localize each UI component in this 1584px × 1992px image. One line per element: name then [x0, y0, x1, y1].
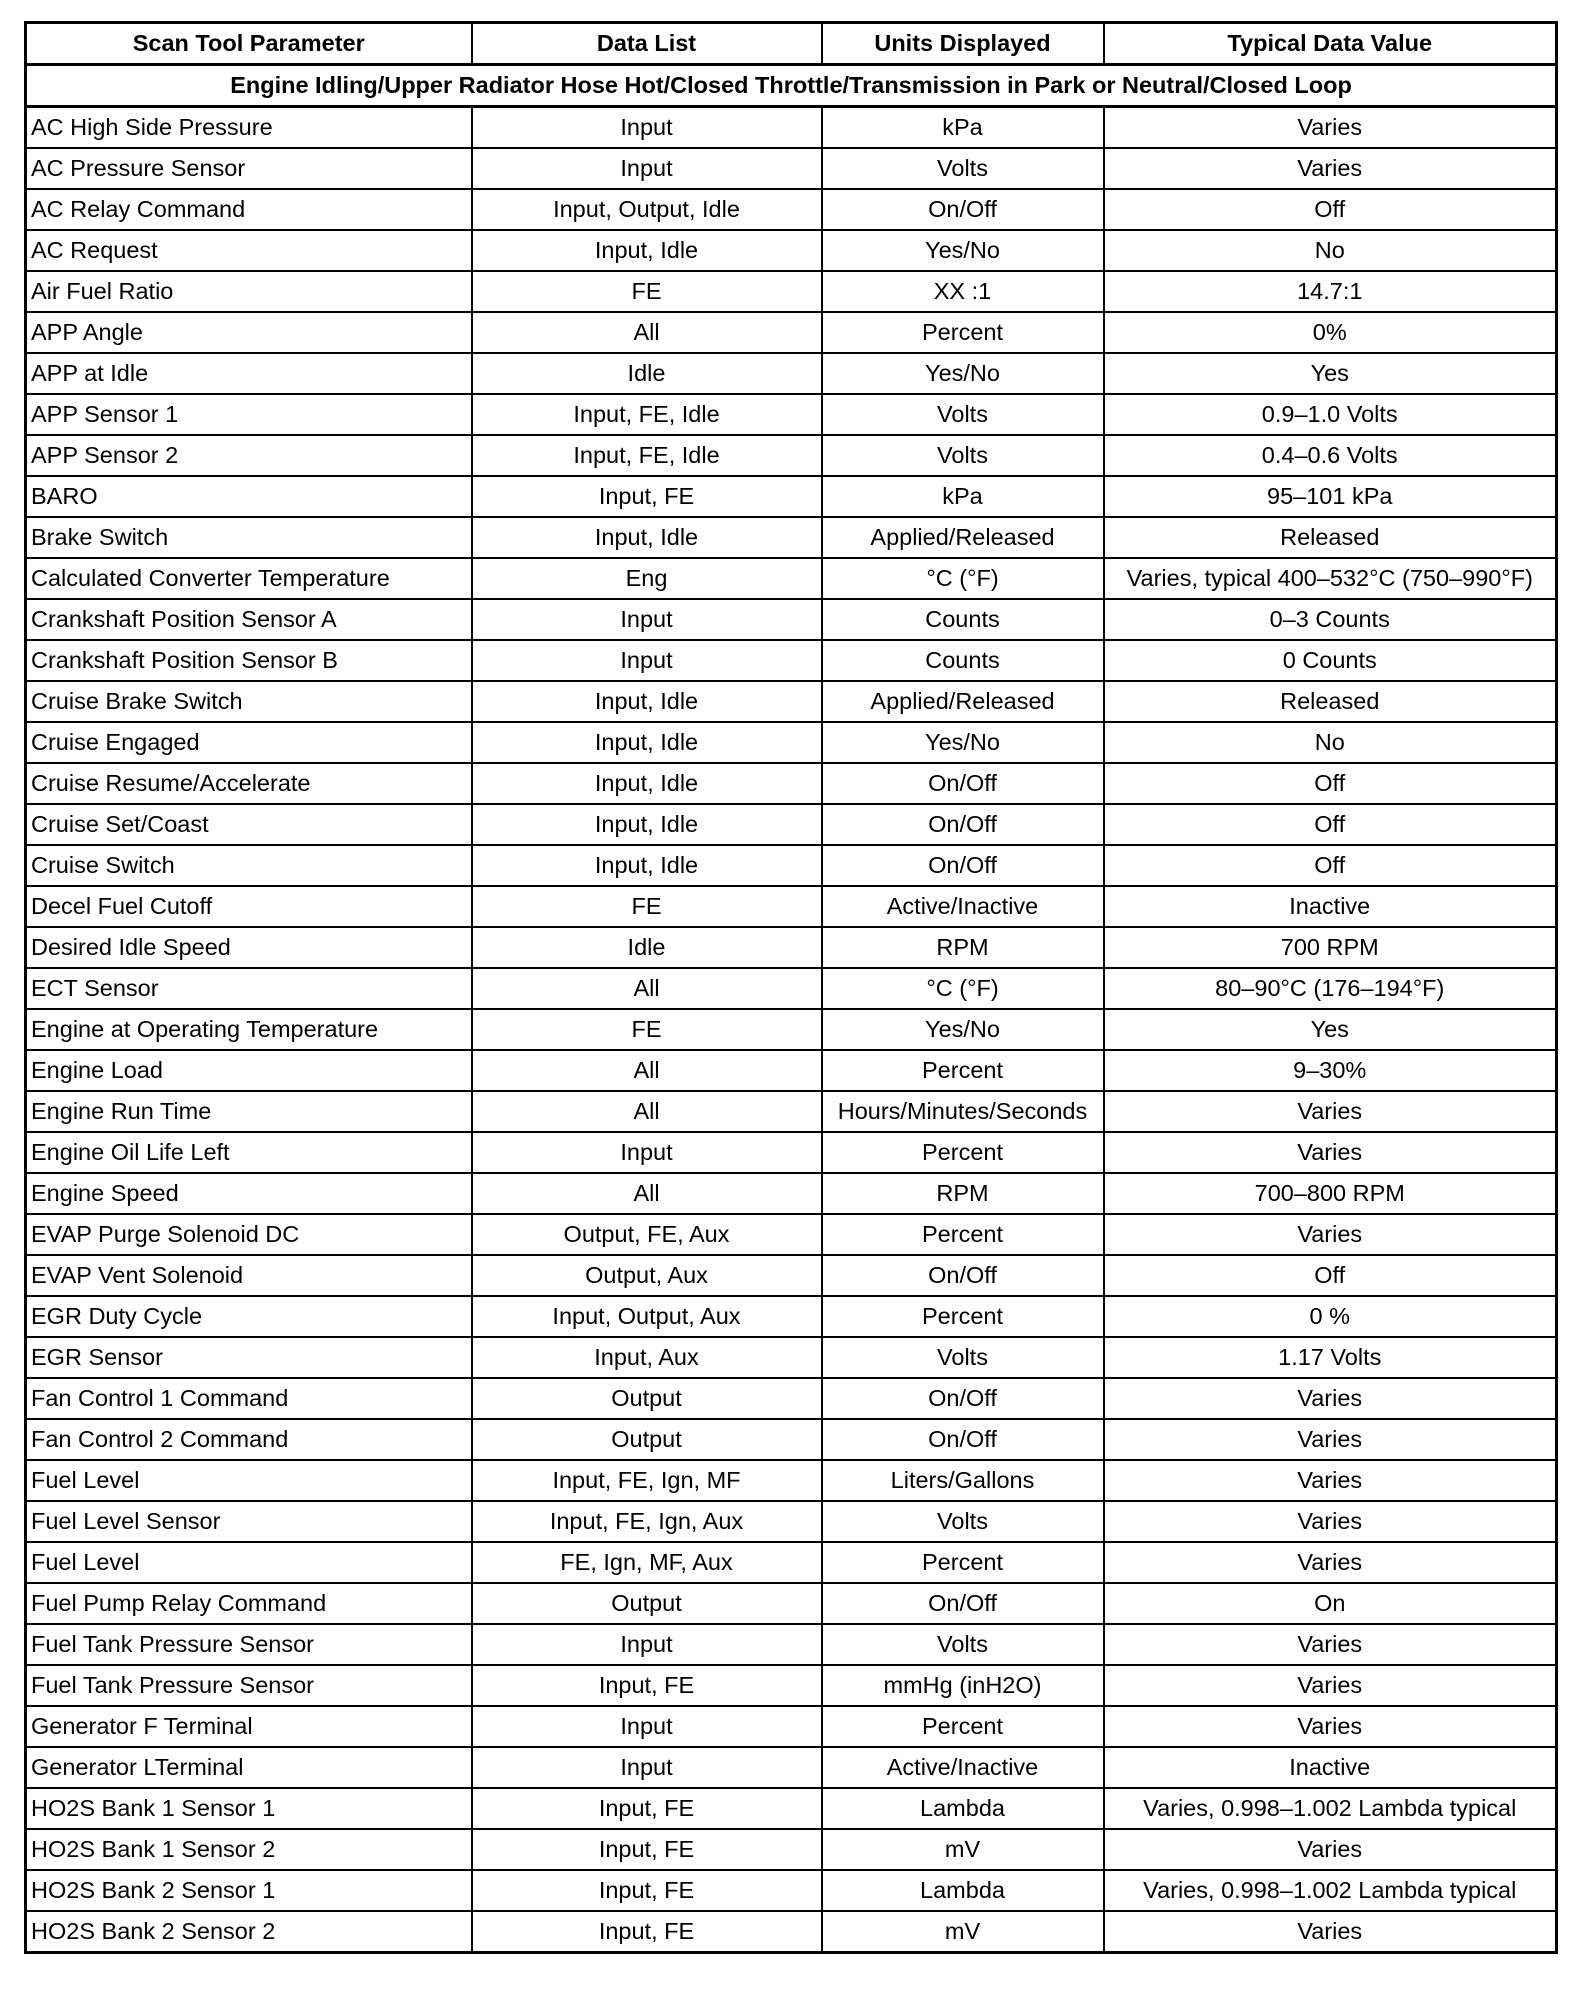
units-cell: Volts	[822, 148, 1104, 189]
table-row	[26, 681, 1557, 722]
table-row	[26, 1050, 1557, 1091]
typical-value-cell: 0.4–0.6 Volts	[1104, 435, 1557, 476]
table-row	[26, 107, 1557, 149]
data-list-cell: All	[472, 1173, 822, 1214]
data-list-cell: FE	[472, 1009, 822, 1050]
table-row	[26, 394, 1557, 435]
data-list-cell: Input	[472, 599, 822, 640]
table-row	[26, 1337, 1557, 1378]
typical-value-cell: Varies	[1104, 1911, 1557, 1953]
operating-condition: Engine Idling/Upper Radiator Hose Hot/Closed Throttle/Transmission in Park or Neutral/Closed Loop	[26, 65, 1557, 107]
typical-value-cell: Off	[1104, 189, 1557, 230]
units-cell: Percent	[822, 1542, 1104, 1583]
table-row	[26, 1009, 1557, 1050]
data-list-cell: All	[472, 1050, 822, 1091]
units-cell: Percent	[822, 1706, 1104, 1747]
data-list-cell: Input	[472, 640, 822, 681]
data-list-cell: Input, Idle	[472, 517, 822, 558]
data-list-cell: Input	[472, 107, 822, 149]
data-list-cell: Input	[472, 1747, 822, 1788]
table-row	[26, 271, 1557, 312]
data-list-cell: FE	[472, 886, 822, 927]
units-cell: mV	[822, 1911, 1104, 1953]
parameter-cell: APP Angle	[26, 312, 472, 353]
header-units-displayed: Units Displayed	[822, 23, 1104, 65]
typical-value-cell: 0.9–1.0 Volts	[1104, 394, 1557, 435]
condition-row	[26, 65, 1557, 107]
table-row	[26, 640, 1557, 681]
data-list-cell: Input, FE, Idle	[472, 394, 822, 435]
units-cell: Hours/Minutes/Seconds	[822, 1091, 1104, 1132]
data-list-cell: Eng	[472, 558, 822, 599]
typical-value-cell: Varies	[1104, 1378, 1557, 1419]
typical-value-cell: No	[1104, 230, 1557, 271]
parameter-cell: Brake Switch	[26, 517, 472, 558]
parameter-cell: Cruise Set/Coast	[26, 804, 472, 845]
data-list-cell: Input	[472, 1706, 822, 1747]
data-list-cell: Input, Idle	[472, 681, 822, 722]
parameter-cell: Engine Oil Life Left	[26, 1132, 472, 1173]
units-cell: Applied/Released	[822, 681, 1104, 722]
typical-value-cell: Inactive	[1104, 886, 1557, 927]
parameter-cell: Fuel Tank Pressure Sensor	[26, 1665, 472, 1706]
table-row	[26, 476, 1557, 517]
table-row	[26, 763, 1557, 804]
parameter-cell: BARO	[26, 476, 472, 517]
typical-value-cell: Yes	[1104, 353, 1557, 394]
typical-value-cell: 0 Counts	[1104, 640, 1557, 681]
table-row	[26, 1378, 1557, 1419]
parameter-cell: ECT Sensor	[26, 968, 472, 1009]
parameter-cell: Generator F Terminal	[26, 1706, 472, 1747]
parameter-cell: Fuel Level	[26, 1542, 472, 1583]
parameter-cell: AC Request	[26, 230, 472, 271]
units-cell: XX :1	[822, 271, 1104, 312]
units-cell: °C (°F)	[822, 558, 1104, 599]
typical-value-cell: Varies	[1104, 1214, 1557, 1255]
data-list-cell: Output	[472, 1583, 822, 1624]
typical-value-cell: Varies	[1104, 1091, 1557, 1132]
typical-value-cell: Yes	[1104, 1009, 1557, 1050]
table-row	[26, 558, 1557, 599]
typical-value-cell: Varies	[1104, 1542, 1557, 1583]
parameter-cell: APP at Idle	[26, 353, 472, 394]
typical-value-cell: Varies, 0.998–1.002 Lambda typical	[1104, 1788, 1557, 1829]
parameter-cell: HO2S Bank 2 Sensor 2	[26, 1911, 472, 1953]
units-cell: On/Off	[822, 763, 1104, 804]
data-list-cell: Input, Output, Idle	[472, 189, 822, 230]
data-list-cell: Input, Aux	[472, 1337, 822, 1378]
units-cell: On/Off	[822, 1583, 1104, 1624]
units-cell: Volts	[822, 1624, 1104, 1665]
units-cell: Volts	[822, 435, 1104, 476]
data-list-cell: Input, Output, Aux	[472, 1296, 822, 1337]
typical-value-cell: Varies	[1104, 1132, 1557, 1173]
units-cell: Lambda	[822, 1788, 1104, 1829]
typical-value-cell: 0%	[1104, 312, 1557, 353]
units-cell: Yes/No	[822, 230, 1104, 271]
parameter-cell: Air Fuel Ratio	[26, 271, 472, 312]
parameter-cell: HO2S Bank 1 Sensor 2	[26, 1829, 472, 1870]
units-cell: On/Off	[822, 804, 1104, 845]
parameter-cell: Cruise Resume/Accelerate	[26, 763, 472, 804]
data-list-cell: Output	[472, 1378, 822, 1419]
data-list-cell: FE	[472, 271, 822, 312]
typical-value-cell: Varies	[1104, 1419, 1557, 1460]
units-cell: mV	[822, 1829, 1104, 1870]
units-cell: On/Off	[822, 845, 1104, 886]
units-cell: kPa	[822, 107, 1104, 149]
table-row	[26, 1747, 1557, 1788]
units-cell: kPa	[822, 476, 1104, 517]
typical-value-cell: Varies	[1104, 1624, 1557, 1665]
parameter-cell: AC High Side Pressure	[26, 107, 472, 149]
table-row	[26, 1173, 1557, 1214]
data-list-cell: Input, FE	[472, 476, 822, 517]
typical-value-cell: 14.7:1	[1104, 271, 1557, 312]
table-row	[26, 1091, 1557, 1132]
units-cell: RPM	[822, 927, 1104, 968]
table-row	[26, 1870, 1557, 1911]
parameter-cell: Engine Load	[26, 1050, 472, 1091]
table-row	[26, 968, 1557, 1009]
parameter-cell: HO2S Bank 2 Sensor 1	[26, 1870, 472, 1911]
parameter-cell: Engine Run Time	[26, 1091, 472, 1132]
units-cell: On/Off	[822, 1378, 1104, 1419]
parameter-cell: EGR Sensor	[26, 1337, 472, 1378]
typical-value-cell: 700–800 RPM	[1104, 1173, 1557, 1214]
parameter-cell: Fuel Level Sensor	[26, 1501, 472, 1542]
data-list-cell: Input, FE	[472, 1665, 822, 1706]
parameter-cell: Fuel Tank Pressure Sensor	[26, 1624, 472, 1665]
parameter-cell: Cruise Brake Switch	[26, 681, 472, 722]
table-row	[26, 1542, 1557, 1583]
typical-value-cell: No	[1104, 722, 1557, 763]
units-cell: On/Off	[822, 1255, 1104, 1296]
typical-value-cell: Released	[1104, 681, 1557, 722]
parameter-cell: Engine at Operating Temperature	[26, 1009, 472, 1050]
units-cell: Volts	[822, 1337, 1104, 1378]
parameter-cell: Desired Idle Speed	[26, 927, 472, 968]
typical-value-cell: Varies	[1104, 1829, 1557, 1870]
parameter-cell: Calculated Converter Temperature	[26, 558, 472, 599]
data-list-cell: Input, Idle	[472, 845, 822, 886]
data-list-cell: Output, FE, Aux	[472, 1214, 822, 1255]
units-cell: Active/Inactive	[822, 1747, 1104, 1788]
table-row	[26, 927, 1557, 968]
data-list-cell: Output	[472, 1419, 822, 1460]
parameter-cell: Fuel Level	[26, 1460, 472, 1501]
parameter-cell: Fan Control 2 Command	[26, 1419, 472, 1460]
parameter-cell: HO2S Bank 1 Sensor 1	[26, 1788, 472, 1829]
typical-value-cell: Varies, typical 400–532°C (750–990°F)	[1104, 558, 1557, 599]
units-cell: mmHg (inH2O)	[822, 1665, 1104, 1706]
units-cell: °C (°F)	[822, 968, 1104, 1009]
table-row	[26, 722, 1557, 763]
table-row	[26, 804, 1557, 845]
data-list-cell: Input, Idle	[472, 804, 822, 845]
typical-value-cell: 95–101 kPa	[1104, 476, 1557, 517]
table-row	[26, 1624, 1557, 1665]
parameter-cell: EVAP Purge Solenoid DC	[26, 1214, 472, 1255]
parameter-cell: Engine Speed	[26, 1173, 472, 1214]
table-row	[26, 189, 1557, 230]
data-list-cell: Input	[472, 1624, 822, 1665]
units-cell: Percent	[822, 1050, 1104, 1091]
units-cell: Lambda	[822, 1870, 1104, 1911]
table-row	[26, 1501, 1557, 1542]
typical-value-cell: 700 RPM	[1104, 927, 1557, 968]
units-cell: On/Off	[822, 189, 1104, 230]
typical-value-cell: 9–30%	[1104, 1050, 1557, 1091]
data-list-cell: Idle	[472, 353, 822, 394]
typical-value-cell: Off	[1104, 1255, 1557, 1296]
units-cell: Percent	[822, 312, 1104, 353]
data-list-cell: Input	[472, 148, 822, 189]
data-list-cell: Input, FE	[472, 1788, 822, 1829]
table-row	[26, 1911, 1557, 1953]
typical-value-cell: Varies, 0.998–1.002 Lambda typical	[1104, 1870, 1557, 1911]
data-list-cell: Input, Idle	[472, 763, 822, 804]
parameter-cell: APP Sensor 2	[26, 435, 472, 476]
header-scan-tool-parameter: Scan Tool Parameter	[26, 23, 472, 65]
data-list-cell: Input, Idle	[472, 722, 822, 763]
data-list-cell: Input, FE	[472, 1911, 822, 1953]
data-list-cell: All	[472, 968, 822, 1009]
typical-value-cell: Varies	[1104, 1665, 1557, 1706]
data-list-cell: Input, Idle	[472, 230, 822, 271]
units-cell: Percent	[822, 1296, 1104, 1337]
data-list-cell: Input, FE, Idle	[472, 435, 822, 476]
table-row	[26, 1214, 1557, 1255]
table-row	[26, 1296, 1557, 1337]
parameter-cell: Decel Fuel Cutoff	[26, 886, 472, 927]
typical-value-cell: Varies	[1104, 1501, 1557, 1542]
table-row	[26, 886, 1557, 927]
units-cell: Yes/No	[822, 722, 1104, 763]
units-cell: Counts	[822, 640, 1104, 681]
header-typical-data-value: Typical Data Value	[1104, 23, 1557, 65]
data-list-cell: Input, FE	[472, 1870, 822, 1911]
table-row	[26, 230, 1557, 271]
units-cell: Percent	[822, 1214, 1104, 1255]
units-cell: Applied/Released	[822, 517, 1104, 558]
scan-tool-data-table	[24, 21, 1558, 1954]
typical-value-cell: 1.17 Volts	[1104, 1337, 1557, 1378]
header-data-list: Data List	[472, 23, 822, 65]
typical-value-cell: 0–3 Counts	[1104, 599, 1557, 640]
table-row	[26, 1665, 1557, 1706]
parameter-cell: Fuel Pump Relay Command	[26, 1583, 472, 1624]
typical-value-cell: Varies	[1104, 148, 1557, 189]
parameter-cell: EGR Duty Cycle	[26, 1296, 472, 1337]
data-list-cell: Input	[472, 1132, 822, 1173]
table-row	[26, 148, 1557, 189]
units-cell: On/Off	[822, 1419, 1104, 1460]
table-row	[26, 1460, 1557, 1501]
typical-value-cell: Off	[1104, 845, 1557, 886]
typical-value-cell: Off	[1104, 763, 1557, 804]
table-row	[26, 1419, 1557, 1460]
parameter-cell: Generator LTerminal	[26, 1747, 472, 1788]
table-row	[26, 1255, 1557, 1296]
units-cell: Volts	[822, 394, 1104, 435]
typical-value-cell: 0 %	[1104, 1296, 1557, 1337]
units-cell: Liters/Gallons	[822, 1460, 1104, 1501]
data-list-cell: Output, Aux	[472, 1255, 822, 1296]
typical-value-cell: Off	[1104, 804, 1557, 845]
units-cell: RPM	[822, 1173, 1104, 1214]
parameter-cell: Crankshaft Position Sensor B	[26, 640, 472, 681]
typical-value-cell: Varies	[1104, 1706, 1557, 1747]
table-row	[26, 1829, 1557, 1870]
parameter-cell: AC Pressure Sensor	[26, 148, 472, 189]
parameter-cell: Crankshaft Position Sensor A	[26, 599, 472, 640]
parameter-cell: Cruise Switch	[26, 845, 472, 886]
units-cell: Yes/No	[822, 353, 1104, 394]
parameter-cell: AC Relay Command	[26, 189, 472, 230]
table-row	[26, 435, 1557, 476]
typical-value-cell: Varies	[1104, 1460, 1557, 1501]
typical-value-cell: Inactive	[1104, 1747, 1557, 1788]
data-list-cell: Input, FE, Ign, MF	[472, 1460, 822, 1501]
table-row	[26, 517, 1557, 558]
table-row	[26, 1788, 1557, 1829]
table-row	[26, 1132, 1557, 1173]
parameter-cell: Fan Control 1 Command	[26, 1378, 472, 1419]
data-list-cell: Idle	[472, 927, 822, 968]
units-cell: Active/Inactive	[822, 886, 1104, 927]
table-row	[26, 312, 1557, 353]
units-cell: Percent	[822, 1132, 1104, 1173]
parameter-cell: EVAP Vent Solenoid	[26, 1255, 472, 1296]
parameter-cell: Cruise Engaged	[26, 722, 472, 763]
table-row	[26, 1583, 1557, 1624]
typical-value-cell: Released	[1104, 517, 1557, 558]
units-cell: Volts	[822, 1501, 1104, 1542]
table-row	[26, 353, 1557, 394]
header-row	[26, 23, 1557, 65]
data-list-cell: Input, FE, Ign, Aux	[472, 1501, 822, 1542]
table-row	[26, 845, 1557, 886]
data-list-cell: All	[472, 1091, 822, 1132]
table-row	[26, 599, 1557, 640]
parameter-cell: APP Sensor 1	[26, 394, 472, 435]
typical-value-cell: 80–90°C (176–194°F)	[1104, 968, 1557, 1009]
data-list-cell: FE, Ign, MF, Aux	[472, 1542, 822, 1583]
table-row	[26, 1706, 1557, 1747]
data-list-cell: All	[472, 312, 822, 353]
typical-value-cell: Varies	[1104, 107, 1557, 149]
typical-value-cell: On	[1104, 1583, 1557, 1624]
units-cell: Counts	[822, 599, 1104, 640]
data-list-cell: Input, FE	[472, 1829, 822, 1870]
units-cell: Yes/No	[822, 1009, 1104, 1050]
